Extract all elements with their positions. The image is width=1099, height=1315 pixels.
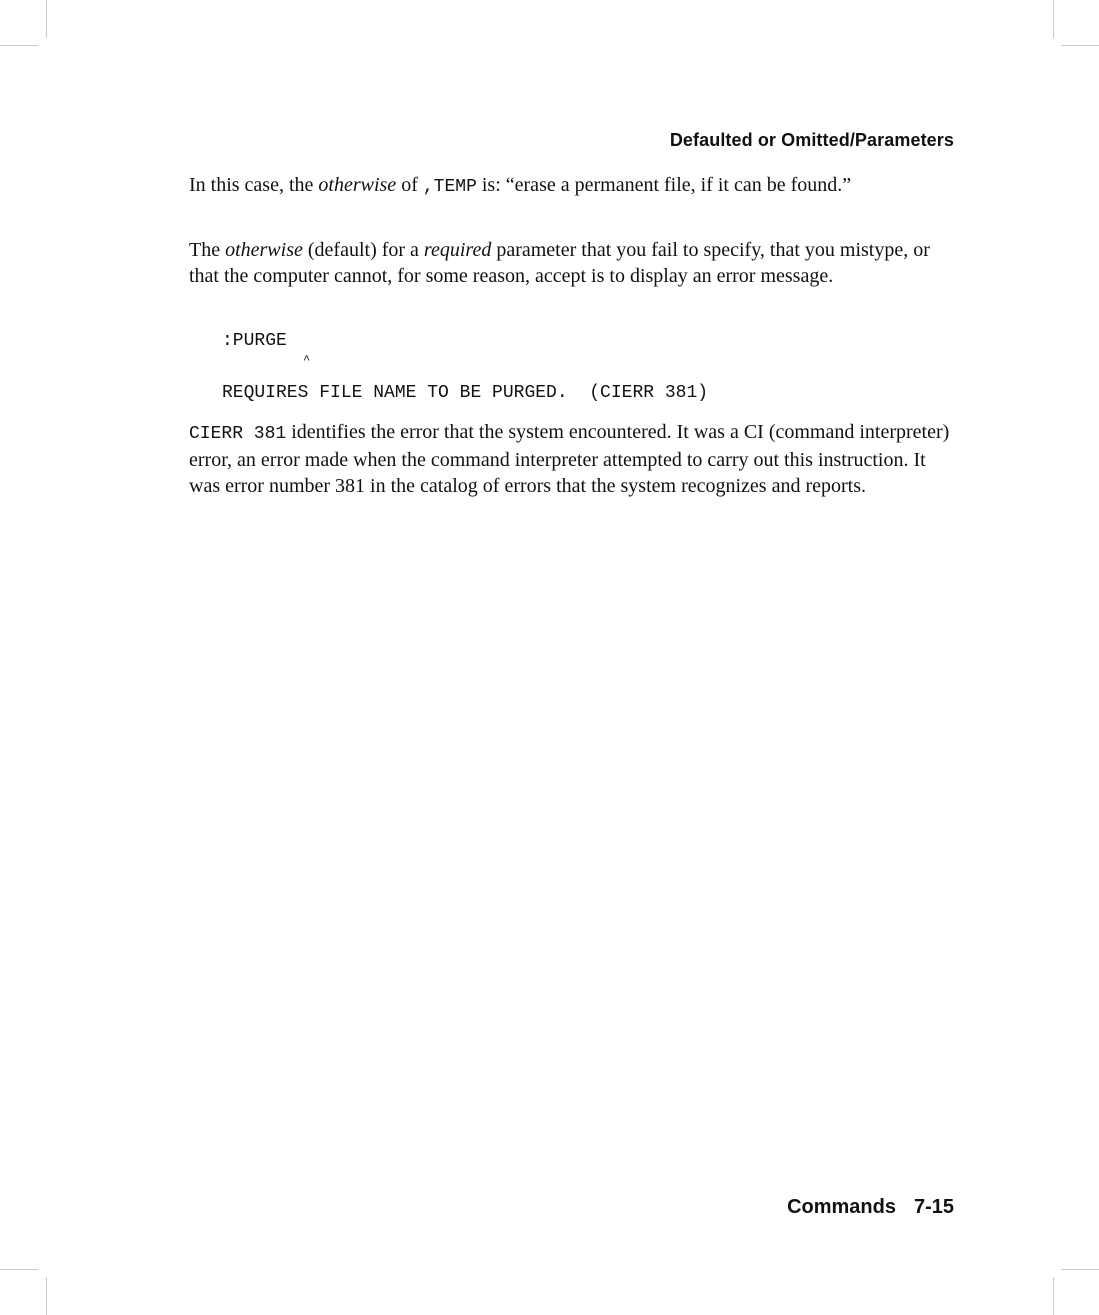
paragraph-text: parameter that you fail to specify, that you mistype, or that the computer cannot, for some reason, accept is to display an error message.: [189, 239, 930, 287]
paragraph-otherwise-temp: [189, 172, 955, 200]
crop-mark-top-left-vertical: [46, 0, 47, 38]
paragraph-text: In this case, the: [189, 174, 319, 196]
footer-chapter: Commands: [787, 1196, 896, 1218]
crop-mark-top-right-horizontal: [1061, 45, 1099, 46]
caret-marker: ^: [303, 353, 311, 367]
paragraph-required-default: [189, 237, 955, 289]
crop-mark-bottom-left-vertical: [46, 1277, 47, 1315]
emphasis-otherwise: otherwise: [225, 239, 303, 261]
emphasis-otherwise: otherwise: [318, 174, 397, 196]
paragraph-cierr-explanation: [189, 419, 955, 499]
code-cierr: CIERR 381: [189, 424, 287, 444]
footer-page-number: 7-15: [913, 1196, 954, 1218]
paragraph-text: identifies the error that the system encountered. It was a CI (command interpreter) error, an error made when the command interpreter attempted to carry out this instruction. It was error number 381 in the catalog of errors that the system recognizes and reports.: [189, 421, 950, 497]
code-temp: ,TEMP: [422, 177, 477, 197]
crop-mark-top-left-horizontal: [0, 45, 38, 46]
paragraph-text: of: [396, 174, 423, 196]
crop-mark-bottom-right-horizontal: [1061, 1269, 1099, 1270]
crop-mark-bottom-left-horizontal: [0, 1269, 38, 1270]
paragraph-text: The: [189, 239, 226, 261]
page-footer: [787, 1196, 954, 1219]
example-command: :PURGE: [222, 331, 287, 351]
example-error-message: REQUIRES FILE NAME TO BE PURGED. (CIERR 381): [222, 383, 709, 403]
section-running-head: Defaulted or Omitted/Parameters: [669, 130, 954, 150]
crop-mark-bottom-right-vertical: [1053, 1277, 1054, 1315]
crop-mark-top-right-vertical: [1053, 0, 1054, 38]
emphasis-required: required: [423, 239, 492, 261]
paragraph-text: is: “erase a permanent file, if it can be found.”: [476, 174, 852, 196]
paragraph-text: (default) for a: [302, 239, 424, 261]
